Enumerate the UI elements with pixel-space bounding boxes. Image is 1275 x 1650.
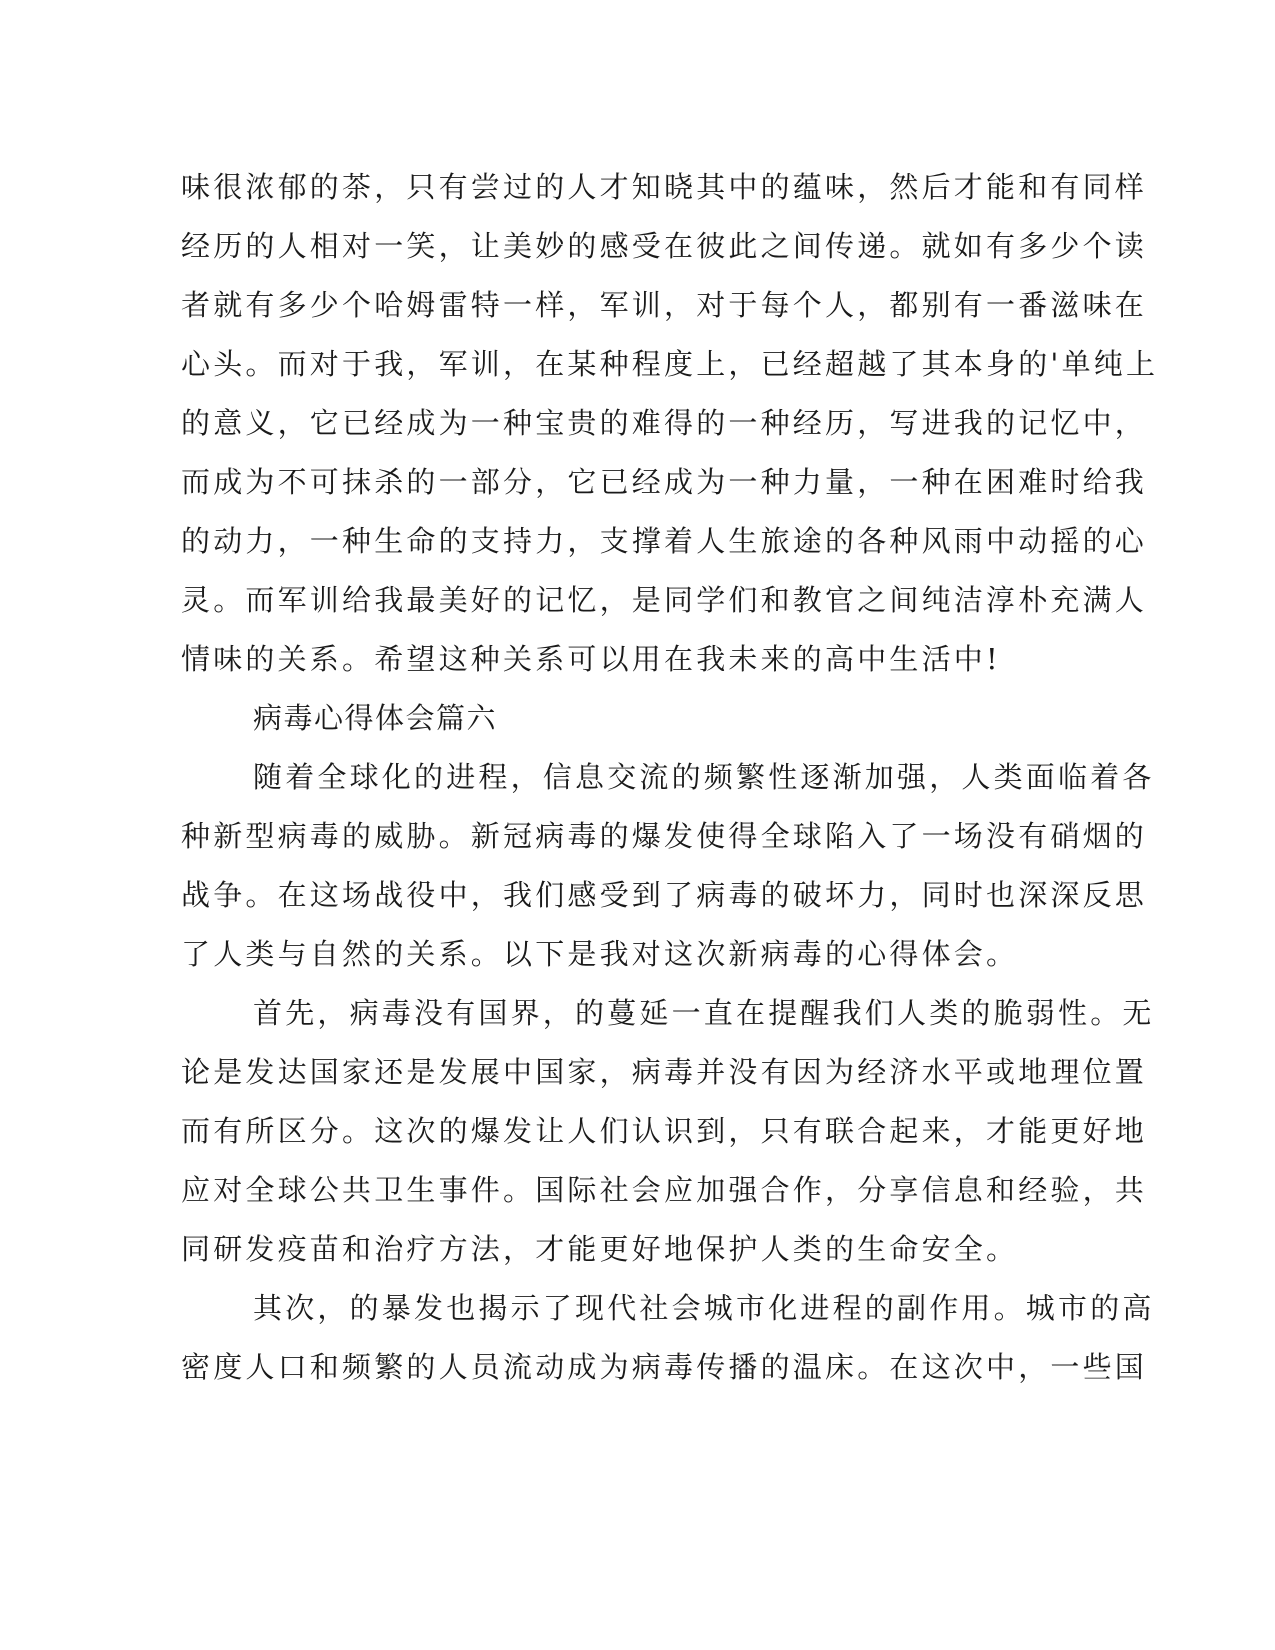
text-line: 战争。在这场战役中，我们感受到了病毒的破坏力，同时也深深反思 [181, 878, 1148, 912]
paragraph-start-line: 首先，病毒没有国界，的蔓延一直在提醒我们人类的脆弱性。无 [253, 996, 1155, 1030]
paragraph-start-line: 其次，的暴发也揭示了现代社会城市化进程的副作用。城市的高 [253, 1291, 1155, 1325]
paragraph-start-line: 随着全球化的进程，信息交流的频繁性逐渐加强，人类面临着各 [253, 760, 1155, 794]
section-heading: 病毒心得体会篇六 [253, 701, 498, 735]
text-line: 的动力，一种生命的支持力，支撑着人生旅途的各种风雨中动摇的心 [181, 524, 1148, 558]
text-line: 灵。而军训给我最美好的记忆，是同学们和教官之间纯洁淳朴充满人 [181, 583, 1148, 617]
text-line: 而成为不可抹杀的一部分，它已经成为一种力量，一种在困难时给我 [181, 465, 1148, 499]
text-line: 经历的人相对一笑，让美妙的感受在彼此之间传递。就如有多少个读 [181, 229, 1148, 263]
text-line: 心头。而对于我，军训，在某种程度上，已经超越了其本身的'单纯上 [181, 347, 1159, 381]
text-line: 种新型病毒的威胁。新冠病毒的爆发使得全球陷入了一场没有硝烟的 [181, 819, 1148, 853]
text-line: 论是发达国家还是发展中国家，病毒并没有因为经济水平或地理位置 [181, 1055, 1148, 1089]
text-line: 情味的关系。希望这种关系可以用在我未来的高中生活中! [181, 642, 1001, 676]
text-line: 味很浓郁的茶，只有尝过的人才知晓其中的蕴味，然后才能和有同样 [181, 170, 1148, 204]
document-body [181, 158, 1159, 1397]
text-line: 而有所区分。这次的爆发让人们认识到，只有联合起来，才能更好地 [181, 1114, 1148, 1148]
text-line: 的意义，它已经成为一种宝贵的难得的一种经历，写进我的记忆中， [181, 406, 1148, 440]
text-line: 应对全球公共卫生事件。国际社会应加强合作，分享信息和经验，共 [181, 1173, 1148, 1207]
text-line: 同研发疫苗和治疗方法，才能更好地保护人类的生命安全。 [181, 1232, 1019, 1266]
text-line: 者就有多少个哈姆雷特一样，军训，对于每个人，都别有一番滋味在 [181, 288, 1148, 322]
text-line: 了人类与自然的关系。以下是我对这次新病毒的心得体会。 [181, 937, 1019, 971]
text-line: 密度人口和频繁的人员流动成为病毒传播的温床。在这次中，一些国 [181, 1350, 1148, 1384]
